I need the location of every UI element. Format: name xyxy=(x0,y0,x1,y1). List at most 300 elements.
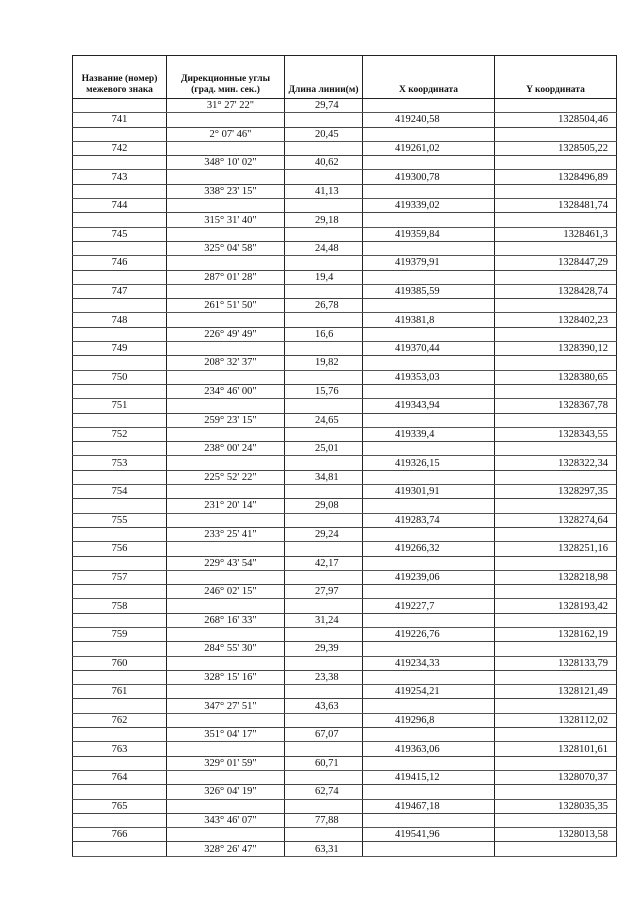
line-length-cell: 43,63 xyxy=(285,699,363,713)
y-coordinate-cell: 1328274,64 xyxy=(495,513,617,527)
line-length-cell xyxy=(285,342,363,356)
marker-name-cell xyxy=(73,699,167,713)
x-coordinate-cell xyxy=(363,499,495,513)
x-coordinate-cell xyxy=(363,556,495,570)
table-body xyxy=(73,99,617,857)
direction-angle-cell: 208° 32' 37" xyxy=(167,356,285,370)
marker-row xyxy=(73,599,617,613)
marker-row xyxy=(73,313,617,327)
y-coordinate-cell: 1328447,29 xyxy=(495,256,617,270)
marker-name-cell xyxy=(73,756,167,770)
segment-row xyxy=(73,527,617,541)
direction-angle-cell xyxy=(167,828,285,842)
x-coordinate-cell xyxy=(363,585,495,599)
direction-angle-cell: 233° 25' 41" xyxy=(167,527,285,541)
marker-row xyxy=(73,342,617,356)
segment-row xyxy=(73,728,617,742)
line-length-cell: 24,65 xyxy=(285,413,363,427)
segment-row xyxy=(73,184,617,198)
y-coordinate-cell: 1328322,34 xyxy=(495,456,617,470)
x-coordinate-cell xyxy=(363,756,495,770)
marker-name-cell: 762 xyxy=(73,713,167,727)
segment-row xyxy=(73,699,617,713)
y-coordinate-cell: 1328481,74 xyxy=(495,199,617,213)
x-coordinate-cell xyxy=(363,384,495,398)
marker-name-cell: 747 xyxy=(73,284,167,298)
line-length-cell xyxy=(285,799,363,813)
direction-angle-cell xyxy=(167,170,285,184)
direction-angle-cell: 231° 20' 14" xyxy=(167,499,285,513)
marker-name-cell: 745 xyxy=(73,227,167,241)
marker-name-cell: 759 xyxy=(73,627,167,641)
marker-name-cell xyxy=(73,470,167,484)
direction-angle-cell: 2° 07' 46" xyxy=(167,127,285,141)
x-coordinate-cell xyxy=(363,99,495,113)
direction-angle-cell xyxy=(167,685,285,699)
x-coordinate-cell xyxy=(363,699,495,713)
x-coordinate-cell: 419254,21 xyxy=(363,685,495,699)
segment-row xyxy=(73,270,617,284)
line-length-cell: 60,71 xyxy=(285,756,363,770)
marker-row xyxy=(73,513,617,527)
x-coordinate-cell: 419283,74 xyxy=(363,513,495,527)
line-length-cell: 24,48 xyxy=(285,241,363,255)
segment-row xyxy=(73,99,617,113)
x-coordinate-cell xyxy=(363,327,495,341)
marker-name-cell xyxy=(73,585,167,599)
marker-row xyxy=(73,199,617,213)
marker-name-cell xyxy=(73,728,167,742)
line-length-cell: 19,82 xyxy=(285,356,363,370)
x-coordinate-cell xyxy=(363,728,495,742)
direction-angle-cell xyxy=(167,427,285,441)
line-length-cell: 26,78 xyxy=(285,299,363,313)
marker-name-cell xyxy=(73,556,167,570)
marker-row xyxy=(73,685,617,699)
segment-row xyxy=(73,756,617,770)
direction-angle-cell: 268° 16' 33" xyxy=(167,613,285,627)
marker-row xyxy=(73,427,617,441)
line-length-cell: 31,24 xyxy=(285,613,363,627)
line-length-cell xyxy=(285,742,363,756)
x-coordinate-cell: 419363,06 xyxy=(363,742,495,756)
marker-name-cell: 751 xyxy=(73,399,167,413)
y-coordinate-cell: 1328112,02 xyxy=(495,713,617,727)
x-coordinate-cell: 419339,4 xyxy=(363,427,495,441)
segment-row xyxy=(73,585,617,599)
x-coordinate-cell xyxy=(363,156,495,170)
header-x-coordinate: X координата xyxy=(363,56,495,99)
line-length-cell xyxy=(285,427,363,441)
x-coordinate-cell xyxy=(363,413,495,427)
marker-row xyxy=(73,770,617,784)
y-coordinate-cell: 1328013,58 xyxy=(495,828,617,842)
marker-name-cell: 750 xyxy=(73,370,167,384)
marker-name-cell xyxy=(73,241,167,255)
direction-angle-cell: 328° 15' 16" xyxy=(167,670,285,684)
y-coordinate-cell xyxy=(495,213,617,227)
line-length-cell: 40,62 xyxy=(285,156,363,170)
y-coordinate-cell xyxy=(495,556,617,570)
line-length-cell xyxy=(285,570,363,584)
line-length-cell: 16,6 xyxy=(285,327,363,341)
x-coordinate-cell xyxy=(363,241,495,255)
x-coordinate-cell: 419370,44 xyxy=(363,342,495,356)
segment-row xyxy=(73,613,617,627)
y-coordinate-cell: 1328428,74 xyxy=(495,284,617,298)
marker-name-cell xyxy=(73,270,167,284)
direction-angle-cell: 229° 43' 54" xyxy=(167,556,285,570)
marker-name-cell xyxy=(73,527,167,541)
x-coordinate-cell: 419359,84 xyxy=(363,227,495,241)
line-length-cell xyxy=(285,113,363,127)
line-length-cell xyxy=(285,313,363,327)
direction-angle-cell xyxy=(167,256,285,270)
direction-angle-cell xyxy=(167,799,285,813)
line-length-cell: 42,17 xyxy=(285,556,363,570)
line-length-cell xyxy=(285,485,363,499)
line-length-cell xyxy=(285,370,363,384)
direction-angle-cell: 343° 46' 07" xyxy=(167,813,285,827)
header-direction-angle: Дирекционные углы (град. мин. сек.) xyxy=(167,56,285,99)
marker-row xyxy=(73,828,617,842)
header-row xyxy=(73,56,617,99)
line-length-cell: 34,81 xyxy=(285,470,363,484)
marker-name-cell: 760 xyxy=(73,656,167,670)
direction-angle-cell: 259° 23' 15" xyxy=(167,413,285,427)
marker-row xyxy=(73,113,617,127)
x-coordinate-cell xyxy=(363,613,495,627)
line-length-cell: 15,76 xyxy=(285,384,363,398)
line-length-cell xyxy=(285,256,363,270)
marker-name-cell xyxy=(73,156,167,170)
marker-name-cell: 766 xyxy=(73,828,167,842)
y-coordinate-cell xyxy=(495,184,617,198)
line-length-cell xyxy=(285,284,363,298)
x-coordinate-cell: 419353,03 xyxy=(363,370,495,384)
boundary-coordinates-sheet xyxy=(72,55,616,857)
marker-name-cell: 742 xyxy=(73,141,167,155)
segment-row xyxy=(73,156,617,170)
direction-angle-cell: 325° 04' 58" xyxy=(167,241,285,255)
direction-angle-cell xyxy=(167,313,285,327)
line-length-cell: 29,24 xyxy=(285,527,363,541)
x-coordinate-cell: 419261,02 xyxy=(363,141,495,155)
segment-row xyxy=(73,670,617,684)
y-coordinate-cell xyxy=(495,299,617,313)
y-coordinate-cell: 1328035,35 xyxy=(495,799,617,813)
direction-angle-cell xyxy=(167,713,285,727)
direction-angle-cell xyxy=(167,342,285,356)
x-coordinate-cell: 419326,15 xyxy=(363,456,495,470)
marker-name-cell xyxy=(73,127,167,141)
y-coordinate-cell xyxy=(495,699,617,713)
y-coordinate-cell: 1328218,98 xyxy=(495,570,617,584)
x-coordinate-cell xyxy=(363,842,495,856)
y-coordinate-cell: 1328070,37 xyxy=(495,770,617,784)
x-coordinate-cell: 419296,8 xyxy=(363,713,495,727)
marker-name-cell xyxy=(73,442,167,456)
marker-name-cell xyxy=(73,813,167,827)
line-length-cell: 20,45 xyxy=(285,127,363,141)
segment-row xyxy=(73,127,617,141)
segment-row xyxy=(73,785,617,799)
marker-row xyxy=(73,227,617,241)
y-coordinate-cell xyxy=(495,241,617,255)
line-length-cell xyxy=(285,828,363,842)
y-coordinate-cell xyxy=(495,99,617,113)
direction-angle-cell: 226° 49' 49" xyxy=(167,327,285,341)
x-coordinate-cell: 419301,91 xyxy=(363,485,495,499)
y-coordinate-cell: 1328390,12 xyxy=(495,342,617,356)
line-length-cell xyxy=(285,685,363,699)
y-coordinate-cell xyxy=(495,813,617,827)
line-length-cell xyxy=(285,713,363,727)
marker-name-cell xyxy=(73,670,167,684)
y-coordinate-cell: 1328504,46 xyxy=(495,113,617,127)
y-coordinate-cell: 1328380,65 xyxy=(495,370,617,384)
marker-name-cell: 765 xyxy=(73,799,167,813)
y-coordinate-cell xyxy=(495,270,617,284)
y-coordinate-cell xyxy=(495,356,617,370)
x-coordinate-cell: 419239,06 xyxy=(363,570,495,584)
segment-row xyxy=(73,213,617,227)
marker-name-cell xyxy=(73,356,167,370)
line-length-cell xyxy=(285,627,363,641)
segment-row xyxy=(73,327,617,341)
x-coordinate-cell: 419266,32 xyxy=(363,542,495,556)
y-coordinate-cell xyxy=(495,785,617,799)
x-coordinate-cell xyxy=(363,470,495,484)
y-coordinate-cell: 1328297,35 xyxy=(495,485,617,499)
y-coordinate-cell: 1328505,22 xyxy=(495,141,617,155)
line-length-cell: 29,18 xyxy=(285,213,363,227)
marker-row xyxy=(73,742,617,756)
segment-row xyxy=(73,413,617,427)
direction-angle-cell xyxy=(167,542,285,556)
direction-angle-cell: 225° 52' 22" xyxy=(167,470,285,484)
segment-row xyxy=(73,556,617,570)
marker-name-cell xyxy=(73,785,167,799)
y-coordinate-cell xyxy=(495,670,617,684)
y-coordinate-cell xyxy=(495,499,617,513)
y-coordinate-cell: 1328121,49 xyxy=(495,685,617,699)
line-length-cell: 23,38 xyxy=(285,670,363,684)
marker-row xyxy=(73,141,617,155)
y-coordinate-cell: 1328343,55 xyxy=(495,427,617,441)
direction-angle-cell: 329° 01' 59" xyxy=(167,756,285,770)
segment-row xyxy=(73,299,617,313)
direction-angle-cell: 326° 04' 19" xyxy=(167,785,285,799)
segment-row xyxy=(73,241,617,255)
marker-name-cell xyxy=(73,842,167,856)
marker-name-cell xyxy=(73,642,167,656)
direction-angle-cell: 315° 31' 40" xyxy=(167,213,285,227)
marker-name-cell xyxy=(73,613,167,627)
y-coordinate-cell: 1328101,61 xyxy=(495,742,617,756)
marker-name-cell xyxy=(73,413,167,427)
x-coordinate-cell: 419541,96 xyxy=(363,828,495,842)
line-length-cell xyxy=(285,399,363,413)
y-coordinate-cell xyxy=(495,842,617,856)
marker-name-cell: 749 xyxy=(73,342,167,356)
marker-row xyxy=(73,284,617,298)
y-coordinate-cell xyxy=(495,527,617,541)
y-coordinate-cell xyxy=(495,756,617,770)
direction-angle-cell xyxy=(167,599,285,613)
marker-row xyxy=(73,456,617,470)
direction-angle-cell xyxy=(167,399,285,413)
marker-row xyxy=(73,713,617,727)
table-header xyxy=(73,56,617,99)
marker-name-cell: 761 xyxy=(73,685,167,699)
x-coordinate-cell xyxy=(363,184,495,198)
marker-name-cell: 763 xyxy=(73,742,167,756)
y-coordinate-cell: 1328133,79 xyxy=(495,656,617,670)
x-coordinate-cell: 419227,7 xyxy=(363,599,495,613)
segment-row xyxy=(73,356,617,370)
line-length-cell: 63,31 xyxy=(285,842,363,856)
x-coordinate-cell xyxy=(363,785,495,799)
line-length-cell xyxy=(285,656,363,670)
y-coordinate-cell: 1328402,23 xyxy=(495,313,617,327)
y-coordinate-cell xyxy=(495,384,617,398)
segment-row xyxy=(73,384,617,398)
line-length-cell: 25,01 xyxy=(285,442,363,456)
direction-angle-cell: 31° 27' 22" xyxy=(167,99,285,113)
y-coordinate-cell xyxy=(495,728,617,742)
marker-name-cell xyxy=(73,327,167,341)
line-length-cell: 41,13 xyxy=(285,184,363,198)
segment-row xyxy=(73,842,617,856)
direction-angle-cell: 261° 51' 50" xyxy=(167,299,285,313)
line-length-cell: 29,08 xyxy=(285,499,363,513)
direction-angle-cell xyxy=(167,485,285,499)
x-coordinate-cell xyxy=(363,527,495,541)
y-coordinate-cell xyxy=(495,442,617,456)
direction-angle-cell xyxy=(167,284,285,298)
direction-angle-cell xyxy=(167,570,285,584)
line-length-cell xyxy=(285,770,363,784)
marker-name-cell: 743 xyxy=(73,170,167,184)
direction-angle-cell xyxy=(167,513,285,527)
line-length-cell: 27,97 xyxy=(285,585,363,599)
line-length-cell: 19,4 xyxy=(285,270,363,284)
y-coordinate-cell: 1328496,89 xyxy=(495,170,617,184)
direction-angle-cell xyxy=(167,370,285,384)
x-coordinate-cell: 419343,94 xyxy=(363,399,495,413)
y-coordinate-cell: 1328162,19 xyxy=(495,627,617,641)
line-length-cell xyxy=(285,513,363,527)
x-coordinate-cell: 419381,8 xyxy=(363,313,495,327)
y-coordinate-cell xyxy=(495,613,617,627)
y-coordinate-cell: 1328193,42 xyxy=(495,599,617,613)
x-coordinate-cell: 419234,33 xyxy=(363,656,495,670)
direction-angle-cell xyxy=(167,113,285,127)
marker-row xyxy=(73,399,617,413)
direction-angle-cell xyxy=(167,141,285,155)
marker-name-cell xyxy=(73,299,167,313)
direction-angle-cell: 348° 10' 02" xyxy=(167,156,285,170)
marker-name-cell xyxy=(73,184,167,198)
marker-row xyxy=(73,627,617,641)
marker-row xyxy=(73,799,617,813)
direction-angle-cell: 328° 26' 47" xyxy=(167,842,285,856)
x-coordinate-cell xyxy=(363,270,495,284)
direction-angle-cell: 287° 01' 28" xyxy=(167,270,285,284)
line-length-cell xyxy=(285,542,363,556)
marker-row xyxy=(73,485,617,499)
x-coordinate-cell xyxy=(363,813,495,827)
marker-name-cell: 752 xyxy=(73,427,167,441)
marker-row xyxy=(73,656,617,670)
direction-angle-cell: 338° 23' 15" xyxy=(167,184,285,198)
line-length-cell: 67,07 xyxy=(285,728,363,742)
marker-name-cell: 758 xyxy=(73,599,167,613)
direction-angle-cell: 284° 55' 30" xyxy=(167,642,285,656)
x-coordinate-cell: 419415,12 xyxy=(363,770,495,784)
marker-name-cell: 757 xyxy=(73,570,167,584)
line-length-cell xyxy=(285,456,363,470)
marker-name-cell: 744 xyxy=(73,199,167,213)
direction-angle-cell xyxy=(167,456,285,470)
marker-row xyxy=(73,370,617,384)
line-length-cell xyxy=(285,170,363,184)
segment-row xyxy=(73,442,617,456)
marker-row xyxy=(73,256,617,270)
y-coordinate-cell: 1328251,16 xyxy=(495,542,617,556)
segment-row xyxy=(73,470,617,484)
line-length-cell xyxy=(285,227,363,241)
line-length-cell: 77,88 xyxy=(285,813,363,827)
x-coordinate-cell xyxy=(363,127,495,141)
y-coordinate-cell xyxy=(495,127,617,141)
marker-name-cell xyxy=(73,499,167,513)
direction-angle-cell xyxy=(167,770,285,784)
marker-name-cell: 754 xyxy=(73,485,167,499)
direction-angle-cell: 234° 46' 00" xyxy=(167,384,285,398)
x-coordinate-cell: 419467,18 xyxy=(363,799,495,813)
marker-name-cell: 753 xyxy=(73,456,167,470)
marker-name-cell xyxy=(73,99,167,113)
x-coordinate-cell: 419240,58 xyxy=(363,113,495,127)
marker-name-cell: 755 xyxy=(73,513,167,527)
line-length-cell xyxy=(285,599,363,613)
marker-name-cell xyxy=(73,213,167,227)
marker-row xyxy=(73,170,617,184)
x-coordinate-cell: 419226,76 xyxy=(363,627,495,641)
marker-row xyxy=(73,542,617,556)
direction-angle-cell: 238° 00' 24" xyxy=(167,442,285,456)
x-coordinate-cell: 419339,02 xyxy=(363,199,495,213)
x-coordinate-cell: 419379,91 xyxy=(363,256,495,270)
y-coordinate-cell: 1328367,78 xyxy=(495,399,617,413)
y-coordinate-cell xyxy=(495,470,617,484)
header-line-length: Длина линии(м) xyxy=(285,56,363,99)
y-coordinate-cell xyxy=(495,156,617,170)
segment-row xyxy=(73,499,617,513)
marker-name-cell: 756 xyxy=(73,542,167,556)
segment-row xyxy=(73,642,617,656)
y-coordinate-cell: 1328461,3 xyxy=(495,227,617,241)
line-length-cell: 62,74 xyxy=(285,785,363,799)
line-length-cell xyxy=(285,199,363,213)
marker-row xyxy=(73,570,617,584)
x-coordinate-cell xyxy=(363,670,495,684)
x-coordinate-cell xyxy=(363,642,495,656)
x-coordinate-cell xyxy=(363,299,495,313)
y-coordinate-cell xyxy=(495,585,617,599)
